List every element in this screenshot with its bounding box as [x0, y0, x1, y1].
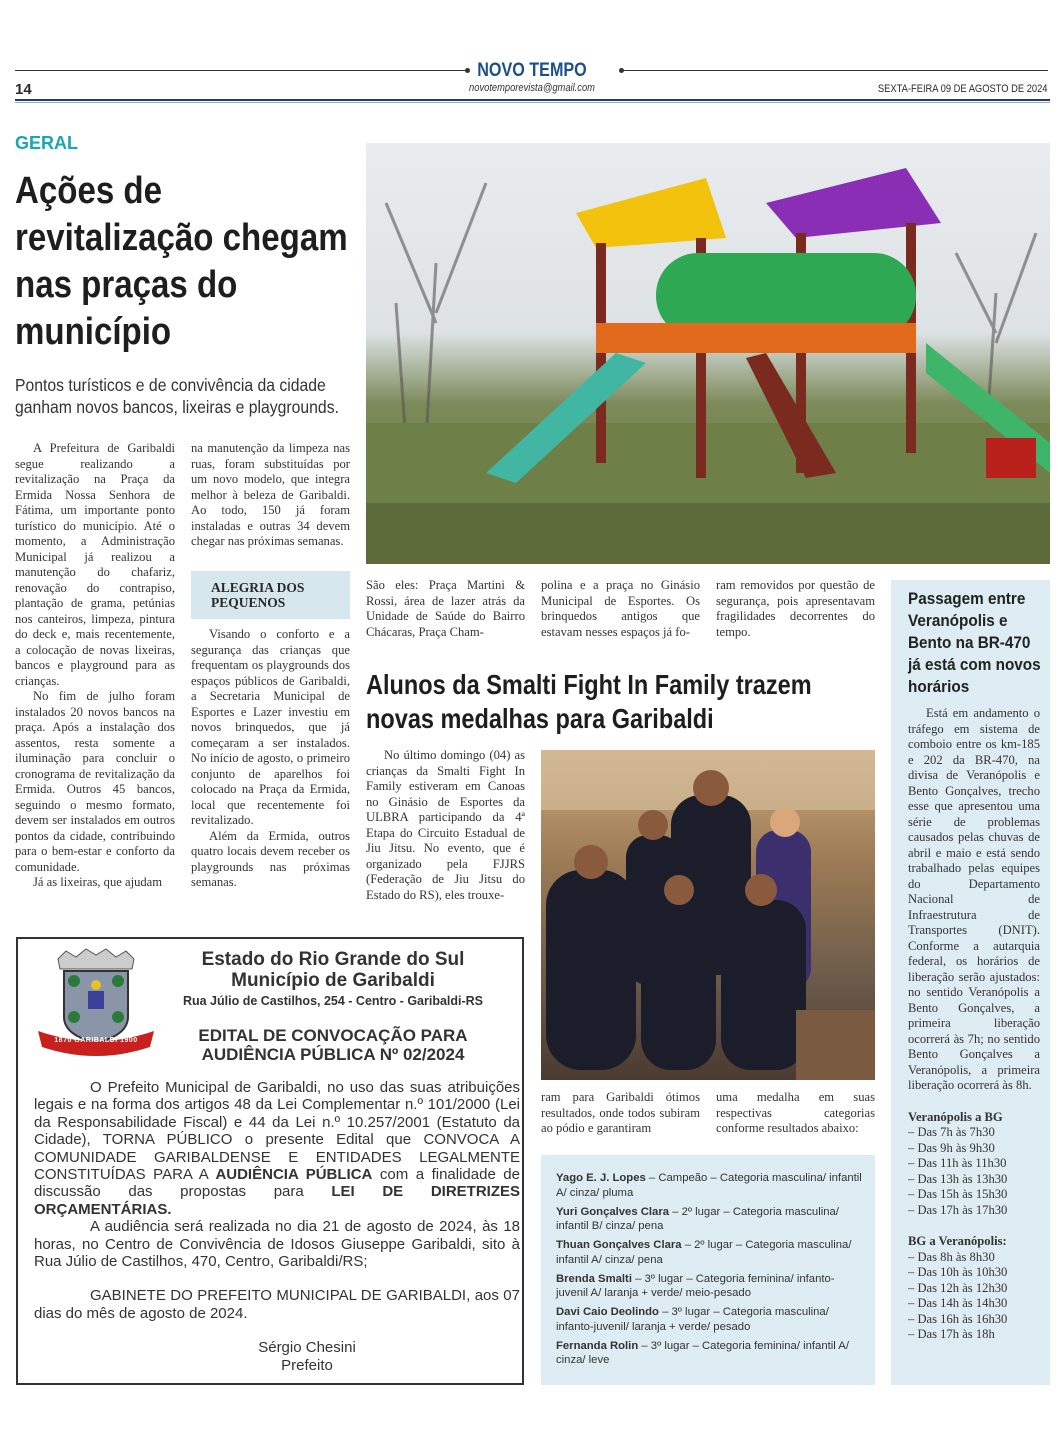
paragraph: ram removidos por questão de segurança, pois apresentavam fragilidades decorrentes do tempo. — [716, 578, 875, 639]
paragraph: Visando o conforto e a segurança das crianças que frequentam os playgrounds dos espaços públicos de Garibaldi, a Secretaria Municipal de Esportes e Lazer investiu em novos brinquedos, que já começaram a ser instalados. No início de agosto, o primeiro conjunto de aparelhos foi colocado na Praça da Ermida, local que recentemente foi revitalizado. — [191, 627, 350, 827]
header-rule-right — [622, 70, 1048, 71]
result-item — [556, 1205, 863, 1234]
athlete-name: Davi Caio Deolindo — [556, 1306, 659, 1318]
result-item — [556, 1238, 863, 1267]
athlete-name: Thuan Gonçalves Clara — [556, 1239, 682, 1251]
notice-signer: Sérgio Chesini — [258, 1339, 356, 1357]
article-headline-2: Alunos da Smalti Fight In Family trazem novas medalhas para Garibaldi — [366, 669, 812, 734]
paragraph: ram para Garibaldi ótimos resultados, onde todos subiram ao pódio e garantiram — [541, 1090, 700, 1135]
article-column-2 — [191, 441, 350, 550]
text-bold: LEI DE DIRETRIZES ORÇAMENTÁRIAS. — [34, 1183, 520, 1218]
notice-address: Rua Júlio de Castilhos, 254 - Centro - Garibaldi-RS — [182, 994, 484, 1008]
notice-paragraph — [34, 1079, 520, 1218]
schedule-item: – Das 16h às 16h30 — [908, 1311, 1008, 1326]
paragraph: No fim de julho foram instalados 20 novos bancos na praça. Após a instalação dos assentos, resta somente a iluminação para concluir o cronograma de revitalização da Ermida. Outros 45 bancos, seguindo o mesmo formato, devem ser instalados em outros pontos da cidade, contribuindo para o bem-estar e conforto da comunidade. — [15, 689, 175, 874]
schedule-item: – Das 10h às 10h30 — [908, 1265, 1008, 1279]
result-detail: – 2º lugar – Categoria masculina/ infantil B/ cinza/ pena — [556, 1205, 839, 1232]
schedule-item: – Das 17h às 17h30 — [908, 1202, 1008, 1217]
paragraph: Já as lixeiras, que ajudam — [33, 875, 163, 889]
schedule-bg-veranopolis — [908, 1234, 1040, 1343]
notice-municipality: Município de Garibaldi — [231, 970, 435, 991]
header-double-rule — [15, 99, 1050, 103]
paragraph: A Prefeitura de Garibaldi segue realizando a revitalização na Praça da Ermida Nossa Senhora de Fátima, um importante ponto turístico do município. Até o momento, a Administração Municipal já realizou a manutenção do chafariz, renovação do contrapiso, plantação de grama, petúnias nos canteiros, limpeza, pintura do deck e, mais recentemente, a colocação de novas lixeiras, bancos e playground para as crianças. — [15, 441, 175, 688]
schedule-item: – Das 15h às 15h30 — [908, 1187, 1008, 1201]
notice-paragraph: GABINETE DO PREFEITO MUNICIPAL DE GARIBALDI, aos 07 dias do mês de agosto de 2024. — [34, 1287, 520, 1322]
article-column-3 — [366, 578, 525, 640]
page-number: 14 — [15, 81, 32, 98]
text-bold: AUDIÊNCIA PÚBLICA — [215, 1166, 373, 1184]
paragraph: Está em andamento o tráfego em sistema de comboio entre os km-185 e 202 da BR-470, na divisa de Veranópolis e Bento Gonçalves, trecho esse que apresentou uma série de problemas causados pelas chuvas de abril e maio e está sendo trabalhado pelas equipes do Departamento Nacional de Infraestrutura de Transportes (DNIT). Conforme a autarquia federal, os horários de liberação serão ajustados: no sentido Veranópolis a Bento Gonçalves, a primeira liberação ocorrerá às 7h; no sentido Bento Gonçalves a Veranópolis, a primeira liberação ocorrerá às 8h. — [908, 706, 1040, 1092]
section-label: GERAL — [15, 133, 78, 153]
playground-photo — [366, 143, 1050, 564]
crest-ribbon-text: 1870 GARIBALDI 1900 — [54, 1037, 138, 1044]
schedule-item: – Das 14h às 14h30 — [908, 1296, 1008, 1310]
schedule-item: – Das 11h às 11h30 — [908, 1156, 1007, 1170]
schedule-veranopolis-bg — [908, 1110, 1040, 1219]
edition-date: SEXTA-FEIRA 09 DE AGOSTO DE 2024 — [878, 83, 1048, 95]
result-detail: – 3º lugar – Categoria feminina/ infantil A/ cinza/ leve — [556, 1339, 849, 1366]
result-detail: – 2º lugar – Categoria masculina/ infantil A/ cinza/ pena — [556, 1239, 852, 1266]
playground-illustration — [366, 143, 1050, 564]
article-deck: Pontos turísticos e de convivência da cidade ganham novos bancos, lixeiras e playgrounds. — [15, 375, 339, 417]
team-illustration — [541, 750, 875, 1080]
article2-column-2 — [541, 1090, 700, 1137]
athlete-name: Yago E. J. Lopes — [556, 1172, 646, 1184]
article2-column-1 — [366, 748, 525, 903]
medal-team-photo — [541, 750, 875, 1080]
header-rule-left — [15, 70, 467, 71]
article-column-5 — [716, 578, 875, 640]
article2-column-3 — [716, 1090, 875, 1137]
paragraph: Além da Ermida, outros quatro locais devem receber os playgrounds nas próximas semanas. — [191, 828, 350, 889]
athlete-name: Brenda Smalti — [556, 1272, 632, 1285]
schedule-title: Veranópolis a BG — [908, 1109, 1003, 1124]
newspaper-brand: NOVO TEMPO — [477, 60, 587, 81]
athlete-name: Fernanda Rolin — [556, 1339, 639, 1352]
article-headline: Ações de revitalização chegam nas praças do município — [15, 170, 348, 353]
notice-state: Estado do Rio Grande do Sul — [201, 949, 465, 970]
result-item — [556, 1171, 863, 1200]
article-column-2b — [191, 627, 350, 891]
schedule-item: – Das 12h às 12h30 — [908, 1280, 1008, 1295]
athlete-name: Yuri Gonçalves Clara — [556, 1205, 670, 1218]
article-column-1 — [15, 441, 175, 891]
paragraph: uma medalha em suas respectivas categorias conforme resultados abaixo: — [716, 1090, 875, 1135]
sidebar-headline: Passagem entre Veranópolis e Bento na BR-470 já está com novos horários — [908, 589, 1041, 696]
schedule-item: – Das 13h às 13h30 — [908, 1171, 1008, 1186]
notice-title-line1: EDITAL DE CONVOCAÇÃO PARA — [198, 1026, 468, 1045]
public-notice — [16, 937, 524, 1385]
result-detail: – Campeão – Categoria masculina/ infantil A/ cinza/ pluma — [556, 1172, 862, 1199]
notice-signer-role: Prefeito — [281, 1356, 333, 1374]
schedule-item: – Das 7h às 7h30 — [908, 1125, 995, 1139]
text: com a finalidade de discussão das propostas para — [34, 1166, 520, 1201]
notice-title-line2: AUDIÊNCIA PÚBLICA Nº 02/2024 — [201, 1045, 465, 1064]
schedule-title: BG a Veranópolis: — [908, 1234, 1007, 1248]
result-item — [556, 1305, 863, 1334]
schedule-item: – Das 9h às 9h30 — [908, 1140, 995, 1155]
paragraph: São eles: Praça Martini & Rossi, área de lazer atrás da Unidade de Saúde do Bairro Chácaras, Praça Cham- — [366, 578, 525, 639]
sidebar-article — [891, 580, 1050, 1385]
text: O Prefeito Municipal de Garibaldi, no uso das suas atribuições legais e na forma dos artigos 48 da Lei Complementar n.º 101/2000 (Lei da Responsabilidade Fiscal) e 44 da Lei n.º 10.257/2001 (Estatuto da Cidade), TORNA PÚBLICO o presente Edital que CONVOCA A COMUNIDADE GARIBALDENSE E ENTIDADES LEGALMENTE CONSTITUÍDAS PARA A — [34, 1079, 520, 1184]
notice-paragraph: A audiência será realizada no dia 21 de agosto de 2024, às 18 horas, no Centro de Convivência de Idosos Giuseppe Garibaldi, sito à Rua Júlio de Castilhos, 470, Centro, Garibaldi/RS; — [34, 1218, 520, 1271]
paragraph: polina e a praça no Ginásio Municipal de Esportes. Os brinquedos antigos que estavam nesses espaços já fo- — [541, 578, 700, 639]
subhead-box: ALEGRIA DOS PEQUENOS — [191, 571, 350, 619]
result-item — [556, 1339, 863, 1368]
result-detail: – 3º lugar – Categoria masculina/ infanto-juvenil/ laranja + verde/ pesado — [556, 1306, 829, 1333]
schedule-item: – Das 8h às 8h30 — [908, 1249, 995, 1264]
result-detail: – 3º lugar – Categoria feminina/ infanto-juvenil A/ laranja + verde/ meio-pesado — [556, 1272, 835, 1299]
result-item — [556, 1272, 863, 1301]
paragraph: No último domingo (04) as crianças da Smalti Fight In Family estiveram em Canoas no Ginásio de Esportes da ULBRA participando da 4ª Etapa do Circuito Estadual de Jiu Jitsu. No evento, que é organizado pela FJJRS (Federação de Jiu Jitsu do Estado do RS), eles trouxe- — [366, 748, 525, 902]
notice-body — [34, 1079, 520, 1374]
results-box — [541, 1155, 875, 1385]
article-column-4 — [541, 578, 700, 640]
sidebar-body — [908, 706, 1040, 1094]
paragraph: na manutenção da limpeza nas ruas, foram substituídas por um novo modelo, que integra melhor à beleza de Garibaldi. Ao todo, 150 já foram instaladas e outras 34 devem chegar nas próximas semanas. — [191, 441, 350, 548]
newspaper-email[interactable]: novotemporevista@gmail.com — [469, 82, 595, 94]
schedule-item: – Das 17h às 18h — [908, 1327, 995, 1341]
